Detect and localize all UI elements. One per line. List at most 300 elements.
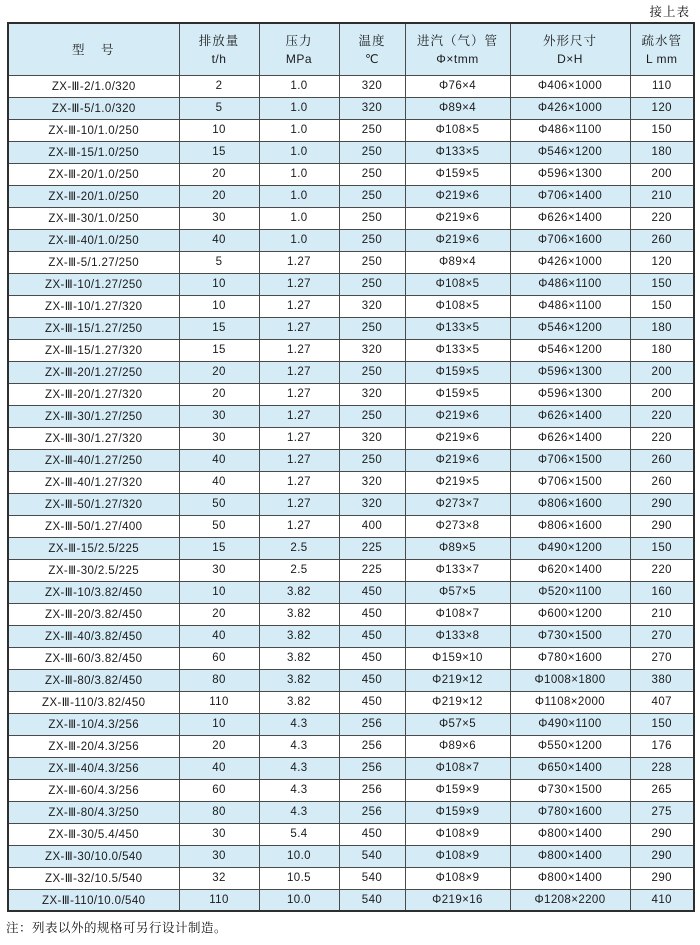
cell-pressure: 1.0 [259, 75, 339, 97]
cell-model: ZX-Ⅲ-2/1.0/320 [8, 75, 179, 97]
cell-dimensions: Φ706×1400 [510, 185, 630, 207]
table-row [8, 603, 694, 625]
cell-model: ZX-Ⅲ-20/1.27/320 [8, 383, 179, 405]
cell-inlet-pipe: Φ219×16 [405, 889, 510, 911]
cell-inlet-pipe: Φ219×12 [405, 691, 510, 713]
cell-inlet-pipe: Φ133×5 [405, 339, 510, 361]
cell-inlet-pipe: Φ159×9 [405, 801, 510, 823]
cell-temperature: 250 [339, 185, 405, 207]
cell-dimensions: Φ600×1200 [510, 603, 630, 625]
cell-dimensions: Φ780×1600 [510, 647, 630, 669]
table-row [8, 757, 694, 779]
table-row [8, 625, 694, 647]
cell-model: ZX-Ⅲ-40/1.27/250 [8, 449, 179, 471]
cell-discharge: 80 [179, 801, 259, 823]
cell-model: ZX-Ⅲ-80/3.82/450 [8, 669, 179, 691]
cell-drain-pipe: 407 [630, 691, 694, 713]
cell-model: ZX-Ⅲ-30/2.5/225 [8, 559, 179, 581]
cell-dimensions: Φ426×1000 [510, 97, 630, 119]
cell-dimensions: Φ800×1400 [510, 867, 630, 889]
cell-discharge: 15 [179, 339, 259, 361]
cell-dimensions: Φ730×1500 [510, 779, 630, 801]
cell-discharge: 110 [179, 691, 259, 713]
cell-pressure: 1.27 [259, 251, 339, 273]
cell-inlet-pipe: Φ108×9 [405, 823, 510, 845]
table-row [8, 537, 694, 559]
cell-pressure: 1.27 [259, 405, 339, 427]
cell-inlet-pipe: Φ159×5 [405, 361, 510, 383]
cell-temperature: 450 [339, 691, 405, 713]
cell-model: ZX-Ⅲ-10/1.27/320 [8, 295, 179, 317]
cell-inlet-pipe: Φ108×5 [405, 119, 510, 141]
cell-dimensions: Φ1108×2000 [510, 691, 630, 713]
cell-drain-pipe: 290 [630, 493, 694, 515]
table-row [8, 867, 694, 889]
spec-table [7, 22, 695, 912]
cell-drain-pipe: 220 [630, 559, 694, 581]
cell-discharge: 10 [179, 295, 259, 317]
cell-dimensions: Φ780×1600 [510, 801, 630, 823]
cell-temperature: 225 [339, 559, 405, 581]
cell-dimensions: Φ800×1400 [510, 823, 630, 845]
cell-dimensions: Φ800×1400 [510, 845, 630, 867]
cell-dimensions: Φ426×1000 [510, 251, 630, 273]
cell-drain-pipe: 380 [630, 669, 694, 691]
table-row [8, 647, 694, 669]
cell-dimensions: Φ486×1100 [510, 295, 630, 317]
cell-model: ZX-Ⅲ-110/10.0/540 [8, 889, 179, 911]
column-header-pressure [259, 23, 339, 75]
cell-drain-pipe: 200 [630, 163, 694, 185]
cell-temperature: 250 [339, 163, 405, 185]
cell-drain-pipe: 275 [630, 801, 694, 823]
cell-pressure: 5.4 [259, 823, 339, 845]
column-header-inlet-pipe [405, 23, 510, 75]
cell-temperature: 250 [339, 273, 405, 295]
cell-drain-pipe: 110 [630, 75, 694, 97]
cell-temperature: 320 [339, 339, 405, 361]
cell-drain-pipe: 265 [630, 779, 694, 801]
cell-inlet-pipe: Φ89×4 [405, 251, 510, 273]
cell-inlet-pipe: Φ108×9 [405, 845, 510, 867]
cell-dimensions: Φ620×1400 [510, 559, 630, 581]
table-row [8, 207, 694, 229]
cell-inlet-pipe: Φ76×4 [405, 75, 510, 97]
column-title: 温度 [358, 33, 386, 48]
table-row [8, 251, 694, 273]
cell-discharge: 30 [179, 207, 259, 229]
cell-temperature: 450 [339, 581, 405, 603]
cell-discharge: 30 [179, 845, 259, 867]
cell-model: ZX-Ⅲ-15/1.0/250 [8, 141, 179, 163]
cell-discharge: 5 [179, 97, 259, 119]
cell-inlet-pipe: Φ219×6 [405, 405, 510, 427]
cell-model: ZX-Ⅲ-20/1.0/250 [8, 185, 179, 207]
cell-pressure: 3.82 [259, 603, 339, 625]
cell-drain-pipe: 210 [630, 185, 694, 207]
cell-discharge: 110 [179, 889, 259, 911]
table-row [8, 405, 694, 427]
cell-inlet-pipe: Φ89×4 [405, 97, 510, 119]
cell-temperature: 250 [339, 405, 405, 427]
cell-inlet-pipe: Φ108×5 [405, 273, 510, 295]
table-row [8, 229, 694, 251]
cell-discharge: 40 [179, 625, 259, 647]
cell-inlet-pipe: Φ108×7 [405, 757, 510, 779]
cell-pressure: 3.82 [259, 647, 339, 669]
cell-dimensions: Φ596×1300 [510, 383, 630, 405]
cell-pressure: 2.5 [259, 537, 339, 559]
column-unit: MPa [285, 51, 313, 66]
cell-pressure: 3.82 [259, 691, 339, 713]
cell-pressure: 2.5 [259, 559, 339, 581]
cell-temperature: 250 [339, 119, 405, 141]
cell-temperature: 450 [339, 669, 405, 691]
column-title: 疏水管 [641, 33, 682, 48]
column-unit: t/h [211, 51, 227, 66]
table-row [8, 75, 694, 97]
cell-drain-pipe: 410 [630, 889, 694, 911]
cell-drain-pipe: 220 [630, 405, 694, 427]
table-row [8, 383, 694, 405]
cell-drain-pipe: 176 [630, 735, 694, 757]
cell-pressure: 1.27 [259, 339, 339, 361]
cell-dimensions: Φ806×1600 [510, 493, 630, 515]
cell-inlet-pipe: Φ133×7 [405, 559, 510, 581]
cell-dimensions: Φ1208×2200 [510, 889, 630, 911]
cell-model: ZX-Ⅲ-10/1.27/250 [8, 273, 179, 295]
column-header-temperature [339, 23, 405, 75]
cell-dimensions: Φ730×1500 [510, 625, 630, 647]
cell-drain-pipe: 200 [630, 383, 694, 405]
cell-pressure: 4.3 [259, 757, 339, 779]
cell-drain-pipe: 270 [630, 647, 694, 669]
table-row [8, 339, 694, 361]
table-row [8, 515, 694, 537]
cell-drain-pipe: 260 [630, 229, 694, 251]
table-row [8, 427, 694, 449]
cell-model: ZX-Ⅲ-20/1.0/250 [8, 163, 179, 185]
cell-inlet-pipe: Φ108×9 [405, 867, 510, 889]
cell-pressure: 1.0 [259, 185, 339, 207]
cell-dimensions: Φ490×1200 [510, 537, 630, 559]
cell-inlet-pipe: Φ108×7 [405, 603, 510, 625]
cell-drain-pipe: 210 [630, 603, 694, 625]
column-title: 进汽（气）管 [416, 33, 498, 48]
cell-inlet-pipe: Φ159×9 [405, 779, 510, 801]
column-unit: ℃ [365, 51, 379, 66]
cell-model: ZX-Ⅲ-60/4.3/256 [8, 779, 179, 801]
cell-pressure: 1.0 [259, 207, 339, 229]
cell-model: ZX-Ⅲ-50/1.27/400 [8, 515, 179, 537]
cell-drain-pipe: 180 [630, 141, 694, 163]
table-row [8, 779, 694, 801]
column-header-discharge [179, 23, 259, 75]
column-unit: D×H [557, 51, 583, 66]
cell-model: ZX-Ⅲ-110/3.82/450 [8, 691, 179, 713]
cell-discharge: 50 [179, 493, 259, 515]
cell-discharge: 50 [179, 515, 259, 537]
cell-temperature: 450 [339, 823, 405, 845]
cell-temperature: 320 [339, 97, 405, 119]
cell-inlet-pipe: Φ219×6 [405, 185, 510, 207]
table-row [8, 471, 694, 493]
cell-model: ZX-Ⅲ-10/4.3/256 [8, 713, 179, 735]
cell-discharge: 20 [179, 735, 259, 757]
table-row [8, 493, 694, 515]
table-row [8, 691, 694, 713]
cell-inlet-pipe: Φ133×5 [405, 317, 510, 339]
cell-model: ZX-Ⅲ-40/3.82/450 [8, 625, 179, 647]
cell-pressure: 3.82 [259, 669, 339, 691]
cell-dimensions: Φ490×1100 [510, 713, 630, 735]
cell-drain-pipe: 290 [630, 867, 694, 889]
cell-model: ZX-Ⅲ-30/1.27/320 [8, 427, 179, 449]
cell-dimensions: Φ626×1400 [510, 207, 630, 229]
cell-drain-pipe: 260 [630, 471, 694, 493]
footnote: 注：列表以外的规格可另行设计制造。 [6, 921, 228, 935]
cell-temperature: 250 [339, 449, 405, 471]
cell-pressure: 4.3 [259, 735, 339, 757]
cell-drain-pipe: 290 [630, 823, 694, 845]
cell-dimensions: Φ1008×1800 [510, 669, 630, 691]
cell-inlet-pipe: Φ89×6 [405, 735, 510, 757]
cell-inlet-pipe: Φ219×5 [405, 471, 510, 493]
cell-discharge: 15 [179, 317, 259, 339]
cell-model: ZX-Ⅲ-50/1.27/320 [8, 493, 179, 515]
cell-temperature: 450 [339, 647, 405, 669]
cell-temperature: 540 [339, 889, 405, 911]
cell-pressure: 3.82 [259, 625, 339, 647]
cell-drain-pipe: 290 [630, 845, 694, 867]
cell-discharge: 30 [179, 823, 259, 845]
cell-dimensions: Φ550×1200 [510, 735, 630, 757]
cell-inlet-pipe: Φ89×5 [405, 537, 510, 559]
cell-dimensions: Φ706×1500 [510, 471, 630, 493]
cell-temperature: 320 [339, 75, 405, 97]
cell-temperature: 225 [339, 537, 405, 559]
cell-pressure: 10.0 [259, 845, 339, 867]
cell-pressure: 4.3 [259, 779, 339, 801]
cell-model: ZX-Ⅲ-10/3.82/450 [8, 581, 179, 603]
cell-dimensions: Φ546×1200 [510, 339, 630, 361]
table-row [8, 361, 694, 383]
column-header-model: 型 号 [8, 23, 179, 75]
cell-pressure: 1.27 [259, 427, 339, 449]
cell-drain-pipe: 200 [630, 361, 694, 383]
cell-dimensions: Φ626×1400 [510, 427, 630, 449]
cell-model: ZX-Ⅲ-32/10.5/540 [8, 867, 179, 889]
cell-discharge: 10 [179, 581, 259, 603]
cell-pressure: 1.27 [259, 295, 339, 317]
cell-temperature: 250 [339, 229, 405, 251]
cell-pressure: 10.5 [259, 867, 339, 889]
cell-inlet-pipe: Φ219×12 [405, 669, 510, 691]
cell-model: ZX-Ⅲ-5/1.0/320 [8, 97, 179, 119]
cell-pressure: 1.0 [259, 141, 339, 163]
table-row [8, 97, 694, 119]
cell-pressure: 1.27 [259, 471, 339, 493]
table-row [8, 801, 694, 823]
table-row [8, 185, 694, 207]
cell-discharge: 30 [179, 427, 259, 449]
table-row [8, 735, 694, 757]
cell-inlet-pipe: Φ219×6 [405, 427, 510, 449]
cell-drain-pipe: 290 [630, 515, 694, 537]
cell-model: ZX-Ⅲ-30/1.0/250 [8, 207, 179, 229]
cell-discharge: 20 [179, 163, 259, 185]
cell-drain-pipe: 150 [630, 537, 694, 559]
cell-dimensions: Φ520×1100 [510, 581, 630, 603]
table-row [8, 581, 694, 603]
table-row [8, 119, 694, 141]
column-title: 外形尺寸 [542, 33, 597, 48]
cell-drain-pipe: 260 [630, 449, 694, 471]
cell-dimensions: Φ806×1600 [510, 515, 630, 537]
cell-model: ZX-Ⅲ-30/1.27/250 [8, 405, 179, 427]
cell-pressure: 10.0 [259, 889, 339, 911]
table-row [8, 669, 694, 691]
cell-dimensions: Φ626×1400 [510, 405, 630, 427]
continuation-label: 接上表 [649, 5, 690, 19]
cell-discharge: 10 [179, 119, 259, 141]
cell-drain-pipe: 150 [630, 273, 694, 295]
cell-inlet-pipe: Φ219×6 [405, 449, 510, 471]
cell-discharge: 15 [179, 141, 259, 163]
cell-model: ZX-Ⅲ-40/4.3/256 [8, 757, 179, 779]
cell-temperature: 400 [339, 515, 405, 537]
cell-temperature: 540 [339, 867, 405, 889]
cell-pressure: 1.27 [259, 493, 339, 515]
cell-discharge: 20 [179, 603, 259, 625]
cell-model: ZX-Ⅲ-20/3.82/450 [8, 603, 179, 625]
cell-drain-pipe: 150 [630, 119, 694, 141]
cell-drain-pipe: 160 [630, 581, 694, 603]
cell-temperature: 320 [339, 427, 405, 449]
cell-inlet-pipe: Φ57×5 [405, 713, 510, 735]
cell-dimensions: Φ650×1400 [510, 757, 630, 779]
cell-model: ZX-Ⅲ-60/3.82/450 [8, 647, 179, 669]
cell-discharge: 10 [179, 713, 259, 735]
cell-drain-pipe: 120 [630, 97, 694, 119]
cell-dimensions: Φ706×1600 [510, 229, 630, 251]
cell-pressure: 1.27 [259, 361, 339, 383]
cell-dimensions: Φ596×1300 [510, 361, 630, 383]
cell-inlet-pipe: Φ108×5 [405, 295, 510, 317]
cell-model: ZX-Ⅲ-40/1.27/320 [8, 471, 179, 493]
cell-discharge: 20 [179, 361, 259, 383]
cell-drain-pipe: 120 [630, 251, 694, 273]
cell-inlet-pipe: Φ133×8 [405, 625, 510, 647]
cell-pressure: 1.27 [259, 515, 339, 537]
cell-model: ZX-Ⅲ-20/4.3/256 [8, 735, 179, 757]
cell-discharge: 2 [179, 75, 259, 97]
cell-pressure: 1.27 [259, 317, 339, 339]
cell-temperature: 320 [339, 493, 405, 515]
cell-pressure: 3.82 [259, 581, 339, 603]
table-row [8, 845, 694, 867]
cell-model: ZX-Ⅲ-30/10.0/540 [8, 845, 179, 867]
cell-temperature: 320 [339, 383, 405, 405]
cell-inlet-pipe: Φ57×5 [405, 581, 510, 603]
cell-temperature: 320 [339, 295, 405, 317]
cell-inlet-pipe: Φ273×7 [405, 493, 510, 515]
column-unit: Φ×tmm [436, 51, 479, 66]
cell-inlet-pipe: Φ133×5 [405, 141, 510, 163]
cell-model: ZX-Ⅲ-20/1.27/250 [8, 361, 179, 383]
cell-model: ZX-Ⅲ-80/4.3/250 [8, 801, 179, 823]
column-header-drain-pipe [630, 23, 694, 75]
table-row [8, 163, 694, 185]
cell-model: ZX-Ⅲ-40/1.0/250 [8, 229, 179, 251]
cell-dimensions: Φ406×1000 [510, 75, 630, 97]
column-unit: L mm [645, 51, 678, 66]
cell-inlet-pipe: Φ159×5 [405, 163, 510, 185]
cell-temperature: 256 [339, 713, 405, 735]
table-row [8, 295, 694, 317]
column-title: 压力 [285, 33, 313, 48]
cell-pressure: 1.27 [259, 383, 339, 405]
cell-discharge: 20 [179, 185, 259, 207]
cell-drain-pipe: 220 [630, 207, 694, 229]
cell-discharge: 20 [179, 383, 259, 405]
cell-temperature: 256 [339, 735, 405, 757]
cell-drain-pipe: 228 [630, 757, 694, 779]
cell-inlet-pipe: Φ159×10 [405, 647, 510, 669]
cell-temperature: 250 [339, 317, 405, 339]
cell-pressure: 1.27 [259, 273, 339, 295]
cell-discharge: 60 [179, 647, 259, 669]
cell-pressure: 1.0 [259, 97, 339, 119]
cell-discharge: 32 [179, 867, 259, 889]
cell-discharge: 40 [179, 449, 259, 471]
cell-temperature: 540 [339, 845, 405, 867]
cell-temperature: 256 [339, 779, 405, 801]
column-header-dimensions [510, 23, 630, 75]
cell-temperature: 320 [339, 471, 405, 493]
cell-inlet-pipe: Φ219×6 [405, 229, 510, 251]
cell-dimensions: Φ546×1200 [510, 141, 630, 163]
cell-discharge: 5 [179, 251, 259, 273]
cell-pressure: 1.0 [259, 229, 339, 251]
table-row [8, 449, 694, 471]
cell-discharge: 40 [179, 229, 259, 251]
cell-discharge: 40 [179, 471, 259, 493]
column-title: 排放量 [198, 33, 240, 48]
header-row [8, 23, 694, 75]
cell-discharge: 80 [179, 669, 259, 691]
cell-discharge: 30 [179, 559, 259, 581]
cell-discharge: 30 [179, 405, 259, 427]
cell-temperature: 256 [339, 757, 405, 779]
cell-dimensions: Φ596×1300 [510, 163, 630, 185]
cell-model: ZX-Ⅲ-15/2.5/225 [8, 537, 179, 559]
cell-drain-pipe: 150 [630, 713, 694, 735]
cell-pressure: 4.3 [259, 713, 339, 735]
table-row [8, 823, 694, 845]
cell-inlet-pipe: Φ219×6 [405, 207, 510, 229]
cell-model: ZX-Ⅲ-30/5.4/450 [8, 823, 179, 845]
cell-discharge: 10 [179, 273, 259, 295]
table-row [8, 559, 694, 581]
cell-drain-pipe: 150 [630, 295, 694, 317]
table-row [8, 713, 694, 735]
cell-discharge: 15 [179, 537, 259, 559]
cell-dimensions: Φ706×1500 [510, 449, 630, 471]
cell-pressure: 1.0 [259, 163, 339, 185]
cell-temperature: 250 [339, 251, 405, 273]
cell-temperature: 256 [339, 801, 405, 823]
